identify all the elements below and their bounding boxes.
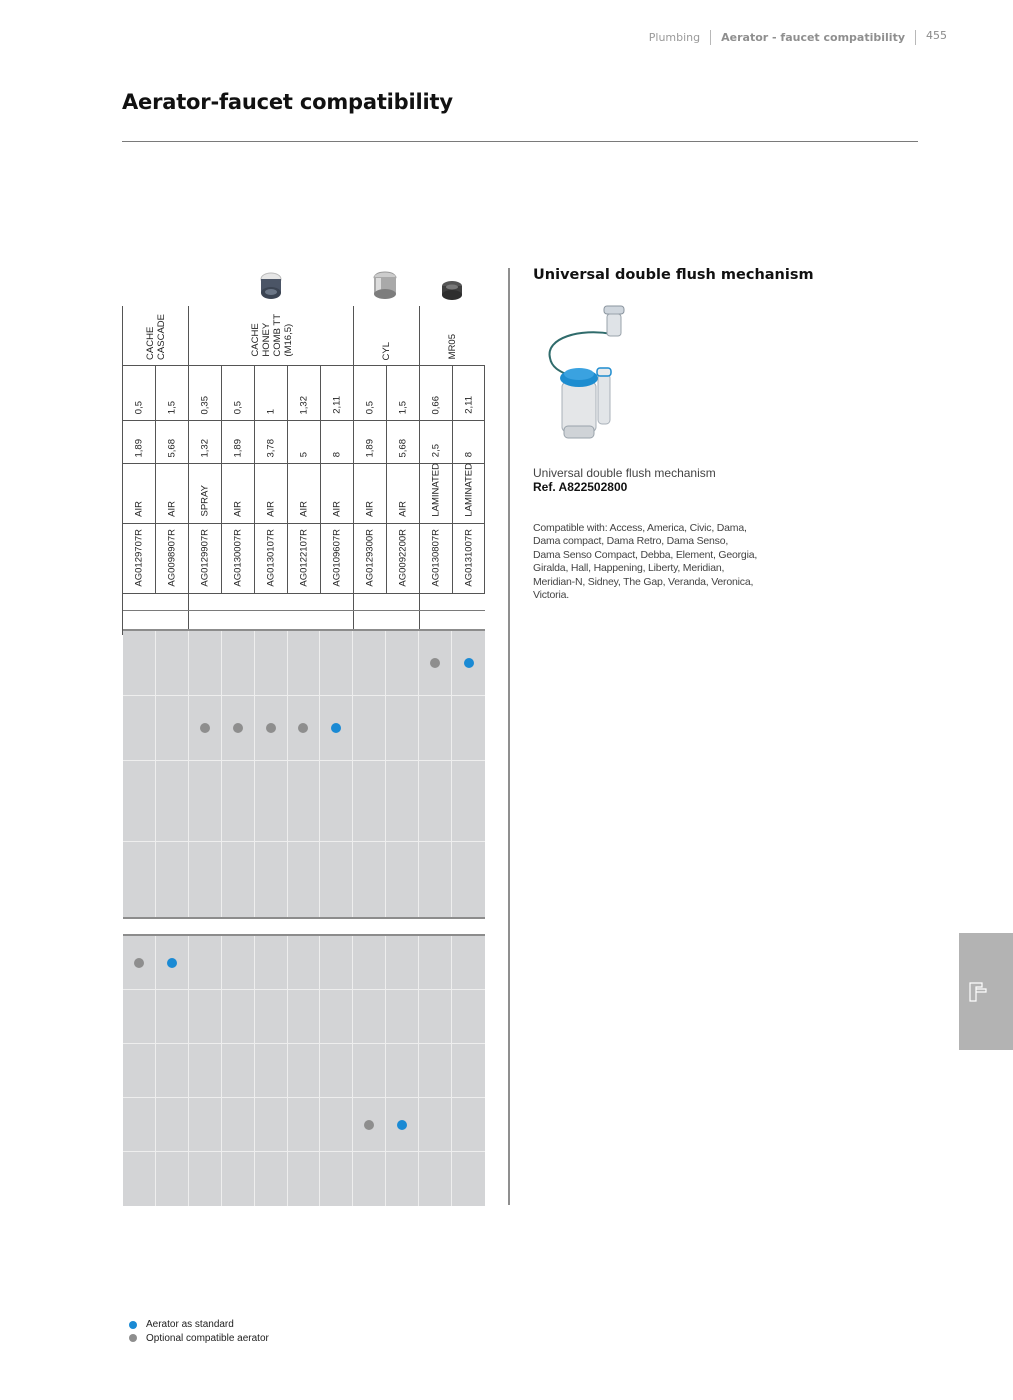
compat-cell [353, 631, 386, 695]
header-separator [710, 30, 711, 45]
legend-label: Aerator as standard [146, 1319, 234, 1331]
compat-cell [222, 842, 255, 917]
standard-dot-icon [129, 1321, 137, 1329]
compat-row [123, 842, 485, 917]
type-value: AIR [133, 501, 145, 517]
spec-cell-flow-a [254, 366, 287, 420]
type-row [122, 464, 485, 524]
ref-value: AG0129707R [133, 529, 145, 587]
compat-cell [222, 1098, 255, 1151]
compat-cell [419, 936, 452, 989]
spec-cell-ref [221, 524, 254, 593]
compat-cell [222, 1044, 255, 1097]
ref-value: AG0129907R [199, 529, 211, 587]
compat-cell [320, 842, 353, 917]
spec-cell-flow-b [221, 421, 254, 463]
spec-cell-type [221, 464, 254, 523]
flow-a-value: 1,5 [166, 400, 178, 414]
spec-cell-ref [287, 524, 320, 593]
standard-dot-icon [167, 958, 177, 968]
header-category: Plumbing [648, 30, 701, 44]
flow-b-value: 1,89 [364, 438, 376, 457]
compat-row [123, 1098, 485, 1152]
compat-cell [222, 696, 255, 760]
spec-cell-flow-b [287, 421, 320, 463]
compat-cell [452, 761, 485, 841]
flow-b-value: 8 [331, 451, 343, 457]
compat-cell [353, 1098, 386, 1151]
flush-mechanism-photo [540, 298, 650, 443]
ref-value: AG0122107R [298, 529, 310, 587]
compat-cell [419, 1098, 452, 1151]
legend-optional [129, 1332, 269, 1346]
compat-cell [222, 990, 255, 1043]
flow-b-value: 5,68 [166, 438, 178, 457]
spec-cell-type [155, 464, 188, 523]
group-label: MR05 [447, 334, 458, 360]
optional-dot-icon [134, 958, 144, 968]
aerator-mr05-photo [439, 278, 465, 304]
compat-cell [353, 761, 386, 841]
compat-row [123, 936, 485, 990]
compat-cell [320, 696, 353, 760]
compat-cell [419, 696, 452, 760]
spec-cell-type [287, 464, 320, 523]
spec-cell-flow-a [122, 366, 155, 420]
header-section: Aerator - faucet compatibility [721, 30, 905, 44]
compat-cell [419, 842, 452, 917]
faucet-icon [968, 979, 992, 1003]
compat-grid-1 [123, 629, 485, 919]
compat-cell [320, 1098, 353, 1151]
type-value: AIR [166, 501, 178, 517]
compat-cell [123, 631, 156, 695]
compat-cell [386, 631, 419, 695]
flow-b-value: 1,32 [199, 438, 211, 457]
product-compatibility: Compatible with: Access, America, Civic, Dama, Dama compact, Dama Retro, Dama Senso, Dama Senso Compact, Debba, Element, Georgia, Giralda, Hall, Happening, Liberty, Meridian, Meridian-N, Sidney, The Gap, Veranda, Veronica, Victoria. [533, 522, 758, 602]
compat-cell [288, 990, 321, 1043]
compat-cell [386, 842, 419, 917]
spec-cell-type [188, 464, 221, 523]
type-value: AIR [232, 501, 244, 517]
flow-b-value: 8 [463, 451, 474, 457]
type-value: AIR [364, 501, 376, 517]
type-value: AIR [265, 501, 277, 517]
flow-row-b [122, 421, 485, 464]
compat-cell [452, 1044, 485, 1097]
standard-dot-icon [397, 1120, 407, 1130]
spec-cell-flow-b [386, 421, 419, 463]
aerator-photos [122, 270, 485, 306]
spec-cell-flow-a [419, 366, 452, 420]
flow-b-value: 1,89 [232, 438, 244, 457]
ref-value: AG0130807R [430, 529, 442, 587]
compat-cell [386, 936, 419, 989]
compat-cell [222, 1152, 255, 1206]
flow-b-value: 2,5 [430, 443, 442, 457]
compat-cell [419, 1044, 452, 1097]
ref-value: AG0092200R [397, 529, 409, 587]
compat-cell [156, 761, 189, 841]
compat-cell [156, 1044, 189, 1097]
spec-cell-flow-a [221, 366, 254, 420]
compat-cell [452, 990, 485, 1043]
compat-cell [320, 936, 353, 989]
legend [129, 1318, 269, 1345]
type-value: AIR [397, 501, 409, 517]
type-value: SPRAY [199, 485, 211, 517]
optional-dot-icon [233, 723, 243, 733]
ref-row [122, 524, 485, 594]
compat-cell [386, 1044, 419, 1097]
compat-cell [123, 761, 156, 841]
compat-row [123, 631, 485, 696]
spec-cell-type [320, 464, 353, 523]
product-name: Universal double flush mechanism [533, 466, 716, 480]
page-number: 455 [926, 28, 947, 42]
spec-cell-type [452, 464, 485, 523]
compat-cell [189, 1098, 222, 1151]
optional-dot-icon [266, 723, 276, 733]
compat-cell [320, 1044, 353, 1097]
spec-cell-flow-a [188, 366, 221, 420]
compat-cell [386, 990, 419, 1043]
flow-a-value: 0,66 [430, 395, 442, 414]
compat-cell [288, 761, 321, 841]
spec-cell-ref [155, 524, 188, 593]
compat-cell [123, 936, 156, 989]
flow-a-value: 0,5 [364, 400, 376, 414]
optional-dot-icon [200, 723, 210, 733]
spec-cell-flow-a [320, 366, 353, 420]
optional-dot-icon [298, 723, 308, 733]
compat-cell [156, 936, 189, 989]
compat-cell [419, 1152, 452, 1206]
column-divider [508, 268, 510, 1205]
compat-cell [386, 1098, 419, 1151]
compat-cell [452, 631, 485, 695]
compat-cell [320, 990, 353, 1043]
compat-cell [288, 1098, 321, 1151]
compat-cell [353, 936, 386, 989]
ref-value: AG0130007R [232, 529, 244, 587]
flow-b-value: 5 [298, 451, 310, 457]
type-value: LAMINATED [430, 463, 442, 517]
spec-cell-flow-b [254, 421, 287, 463]
table-divider [123, 610, 485, 611]
compat-cell [156, 990, 189, 1043]
compat-cell [255, 990, 288, 1043]
compat-cell [222, 761, 255, 841]
flow-b-value: 5,68 [397, 438, 409, 457]
compat-cell [222, 631, 255, 695]
compat-cell [123, 1152, 156, 1206]
flow-a-value: 1,5 [397, 400, 409, 414]
spec-cell-type [353, 464, 386, 523]
compat-cell [320, 1152, 353, 1206]
type-value: AIR [298, 501, 310, 517]
ref-value: AG0098907R [166, 529, 178, 587]
flow-a-value: 1,32 [298, 395, 310, 414]
optional-dot-icon [129, 1334, 137, 1342]
compat-cell [419, 631, 452, 695]
flow-a-value: 0,5 [232, 400, 244, 414]
page-title: Aerator-faucet compatibility [122, 90, 453, 114]
standard-dot-icon [331, 723, 341, 733]
compat-cell [288, 696, 321, 760]
compat-cell [255, 1044, 288, 1097]
compat-cell [353, 1044, 386, 1097]
spec-cell-flow-a [452, 366, 485, 420]
flow-a-value: 0,35 [199, 395, 211, 414]
spec-cell-flow-a [353, 366, 386, 420]
compat-cell [452, 936, 485, 989]
compat-cell [189, 696, 222, 760]
compat-cell [288, 842, 321, 917]
optional-dot-icon [430, 658, 440, 668]
compat-cell [386, 696, 419, 760]
compat-cell [288, 631, 321, 695]
compat-cell [189, 1152, 222, 1206]
compat-cell [288, 1044, 321, 1097]
spec-cell-ref [419, 524, 452, 593]
ref-value: AG0109607R [331, 529, 343, 587]
legend-standard [129, 1318, 269, 1332]
ref-value: AG0131007R [463, 529, 474, 587]
spec-cell-flow-a [155, 366, 188, 420]
compat-cell [123, 696, 156, 760]
spec-cell-ref [353, 524, 386, 593]
legend-label: Optional compatible aerator [146, 1332, 269, 1344]
spec-cell-flow-b [188, 421, 221, 463]
compat-cell [255, 936, 288, 989]
optional-dot-icon [364, 1120, 374, 1130]
compat-cell [156, 696, 189, 760]
spec-cell-ref [254, 524, 287, 593]
flow-b-value: 3,78 [265, 438, 277, 457]
compat-cell [320, 631, 353, 695]
flow-a-value: 0,5 [133, 400, 145, 414]
flow-b-value: 1,89 [133, 438, 145, 457]
product-title: Universal double flush mechanism [533, 267, 814, 283]
spec-cell-flow-b [155, 421, 188, 463]
flow-row-a [122, 366, 485, 421]
standard-dot-icon [464, 658, 474, 668]
compat-cell [189, 842, 222, 917]
compat-cell [123, 1044, 156, 1097]
spec-cell-flow-b [452, 421, 485, 463]
compat-cell [255, 1098, 288, 1151]
flow-a-value: 2,11 [331, 396, 343, 414]
compat-cell [419, 761, 452, 841]
compat-cell [452, 696, 485, 760]
compat-row [123, 761, 485, 842]
compat-cell [123, 842, 156, 917]
title-divider [122, 141, 918, 142]
compat-cell [255, 842, 288, 917]
compat-cell [288, 936, 321, 989]
spec-cell-flow-b [320, 421, 353, 463]
group-label: CYL [381, 342, 392, 361]
compat-cell [189, 631, 222, 695]
compat-cell [288, 1152, 321, 1206]
compat-cell [123, 1098, 156, 1151]
aerator-cylinder-photo [371, 270, 399, 302]
spec-cell-ref [452, 524, 485, 593]
spec-cell-type [419, 464, 452, 523]
compat-cell [189, 761, 222, 841]
compat-cell [353, 990, 386, 1043]
compat-cell [386, 761, 419, 841]
compat-cell [123, 990, 156, 1043]
spec-cell-ref [386, 524, 419, 593]
header-separator [915, 30, 916, 45]
compat-cell [452, 1098, 485, 1151]
spec-grid [122, 365, 485, 594]
compat-grid-2 [123, 934, 485, 1206]
compat-cell [419, 990, 452, 1043]
spec-cell-ref [188, 524, 221, 593]
compat-cell [353, 1152, 386, 1206]
compat-row [123, 990, 485, 1044]
compat-cell [320, 761, 353, 841]
compat-cell [255, 631, 288, 695]
compat-cell [452, 1152, 485, 1206]
flow-a-value: 2,11 [463, 396, 474, 414]
compat-cell [156, 1098, 189, 1151]
type-value: AIR [331, 501, 343, 517]
spec-cell-flow-b [353, 421, 386, 463]
compat-row [123, 1044, 485, 1098]
compat-cell [189, 936, 222, 989]
side-section-tab[interactable] [959, 933, 1013, 1050]
spec-cell-flow-a [386, 366, 419, 420]
spec-cell-ref [122, 524, 155, 593]
ref-value: AG0130107R [265, 529, 277, 587]
spec-cell-type [122, 464, 155, 523]
spec-cell-ref [320, 524, 353, 593]
group-label: CACHE HONEY COMB TT (M16,5) [250, 314, 294, 357]
spec-cell-flow-b [419, 421, 452, 463]
aerator-honeycomb-photo [257, 271, 285, 301]
running-header [649, 28, 947, 46]
spec-cell-type [254, 464, 287, 523]
group-label: CACHE CASCADE [145, 314, 167, 360]
flow-a-value: 1 [265, 408, 277, 414]
spec-cell-flow-a [287, 366, 320, 420]
compat-cell [156, 1152, 189, 1206]
compat-cell [156, 631, 189, 695]
spec-cell-type [386, 464, 419, 523]
compat-cell [353, 696, 386, 760]
type-value: LAMINATED [463, 463, 474, 517]
compat-cell [255, 696, 288, 760]
product-ref: Ref. A822502800 [533, 480, 628, 494]
compat-cell [189, 1044, 222, 1097]
compat-cell [353, 842, 386, 917]
spec-cell-flow-b [122, 421, 155, 463]
compat-cell [156, 842, 189, 917]
compat-cell [222, 936, 255, 989]
compat-cell [255, 1152, 288, 1206]
compat-cell [386, 1152, 419, 1206]
compat-cell [189, 990, 222, 1043]
compat-cell [255, 761, 288, 841]
ref-value: AG0129300R [364, 529, 376, 587]
compat-row [123, 1152, 485, 1206]
compat-cell [452, 842, 485, 917]
compat-row [123, 696, 485, 761]
